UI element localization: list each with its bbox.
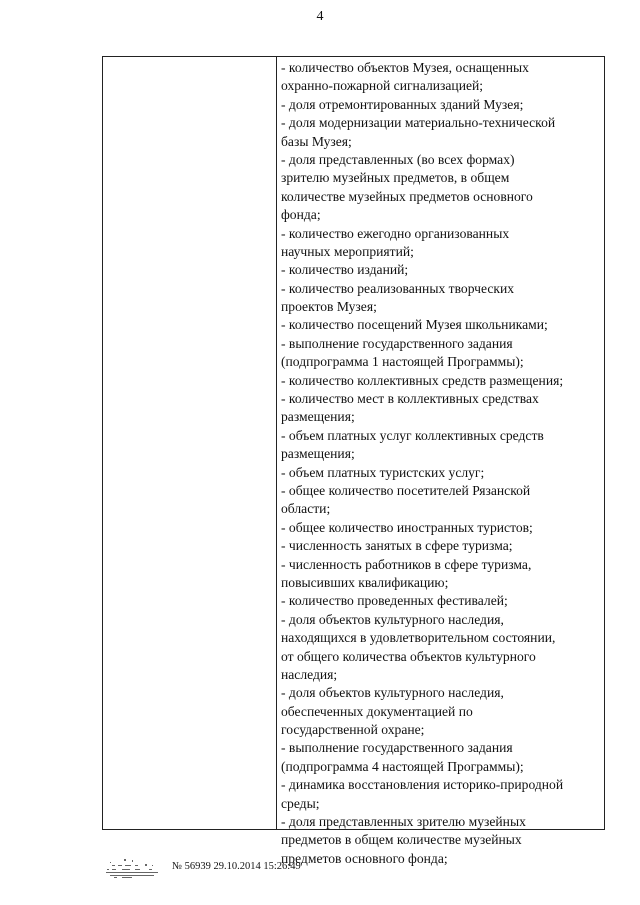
list-item: от общего количества объектов культурного	[281, 648, 536, 664]
list-item: - количество ежегодно организованных	[281, 225, 510, 241]
list-item: повысивших квалификацию;	[281, 574, 449, 590]
registration-number: № 56939 29.10.2014 15:26:49	[172, 861, 301, 872]
list-item: базы Музея;	[281, 133, 352, 149]
list-item: охранно-пожарной сигнализацией;	[281, 78, 484, 94]
list-item: - доля модернизации материально-технической	[281, 115, 556, 131]
list-item: размещения;	[281, 409, 355, 425]
list-item: - численность работников в сфере туризма,	[281, 556, 532, 572]
list-item: - выполнение государственного задания	[281, 335, 513, 351]
stamp-icon	[102, 858, 164, 880]
list-item: - доля представленных зрителю музейных	[281, 814, 526, 830]
list-item: области;	[281, 501, 331, 517]
list-item: среды;	[281, 795, 320, 811]
list-item: - выполнение государственного задания	[281, 740, 513, 756]
column-divider	[276, 57, 277, 829]
list-item: - количество изданий;	[281, 262, 409, 278]
list-item: предметов в общем количестве музейных	[281, 832, 522, 848]
list-item: фонда;	[281, 207, 321, 223]
list-item: - общее количество посетителей Рязанской	[281, 482, 531, 498]
list-item: государственной охране;	[281, 722, 425, 738]
page-number: 4	[316, 9, 324, 24]
list-item: наследия;	[281, 666, 338, 682]
list-item: - численность занятых в сфере туризма;	[281, 538, 513, 554]
list-item: - количество коллективных средств размещения;	[281, 372, 564, 388]
list-item: научных мероприятий;	[281, 243, 414, 259]
document-table	[102, 56, 605, 866]
list-item: - количество реализованных творческих	[281, 280, 515, 296]
list-item: находящихся в удовлетворительном состоянии,	[281, 630, 556, 646]
list-item: (подпрограмма 4 настоящей Программы);	[281, 758, 524, 774]
list-item: - количество мест в коллективных средствах	[281, 391, 539, 407]
list-item: - количество посещений Музея школьниками;	[281, 317, 548, 333]
list-item: проектов Музея;	[281, 299, 377, 315]
list-item: - общее количество иностранных туристов;	[281, 519, 533, 535]
list-item: - доля отремонтированных зданий Музея;	[281, 96, 524, 112]
list-item: обеспеченных документацией по	[281, 703, 473, 719]
list-item: зрителю музейных предметов, в общем	[281, 170, 510, 186]
list-item: - динамика восстановления историко-природной	[281, 777, 564, 793]
list-item: предметов основного фонда;	[281, 850, 448, 866]
list-item: - количество объектов Музея, оснащенных	[281, 60, 529, 75]
footer	[102, 858, 402, 882]
list-item: - объем платных услуг коллективных средств	[281, 427, 544, 443]
list-item: размещения;	[281, 446, 355, 462]
list-item: - доля представленных (во всех формах)	[281, 151, 515, 167]
list-item: - доля объектов культурного наследия,	[281, 685, 504, 701]
list-item: - доля объектов культурного наследия,	[281, 611, 504, 627]
list-item: - объем платных туристских услуг;	[281, 464, 485, 480]
list-item: - количество проведенных фестивалей;	[281, 593, 508, 609]
table-cell-right	[281, 59, 603, 868]
list-item: (подпрограмма 1 настоящей Программы);	[281, 354, 524, 370]
list-item: количестве музейных предметов основного	[281, 188, 533, 204]
